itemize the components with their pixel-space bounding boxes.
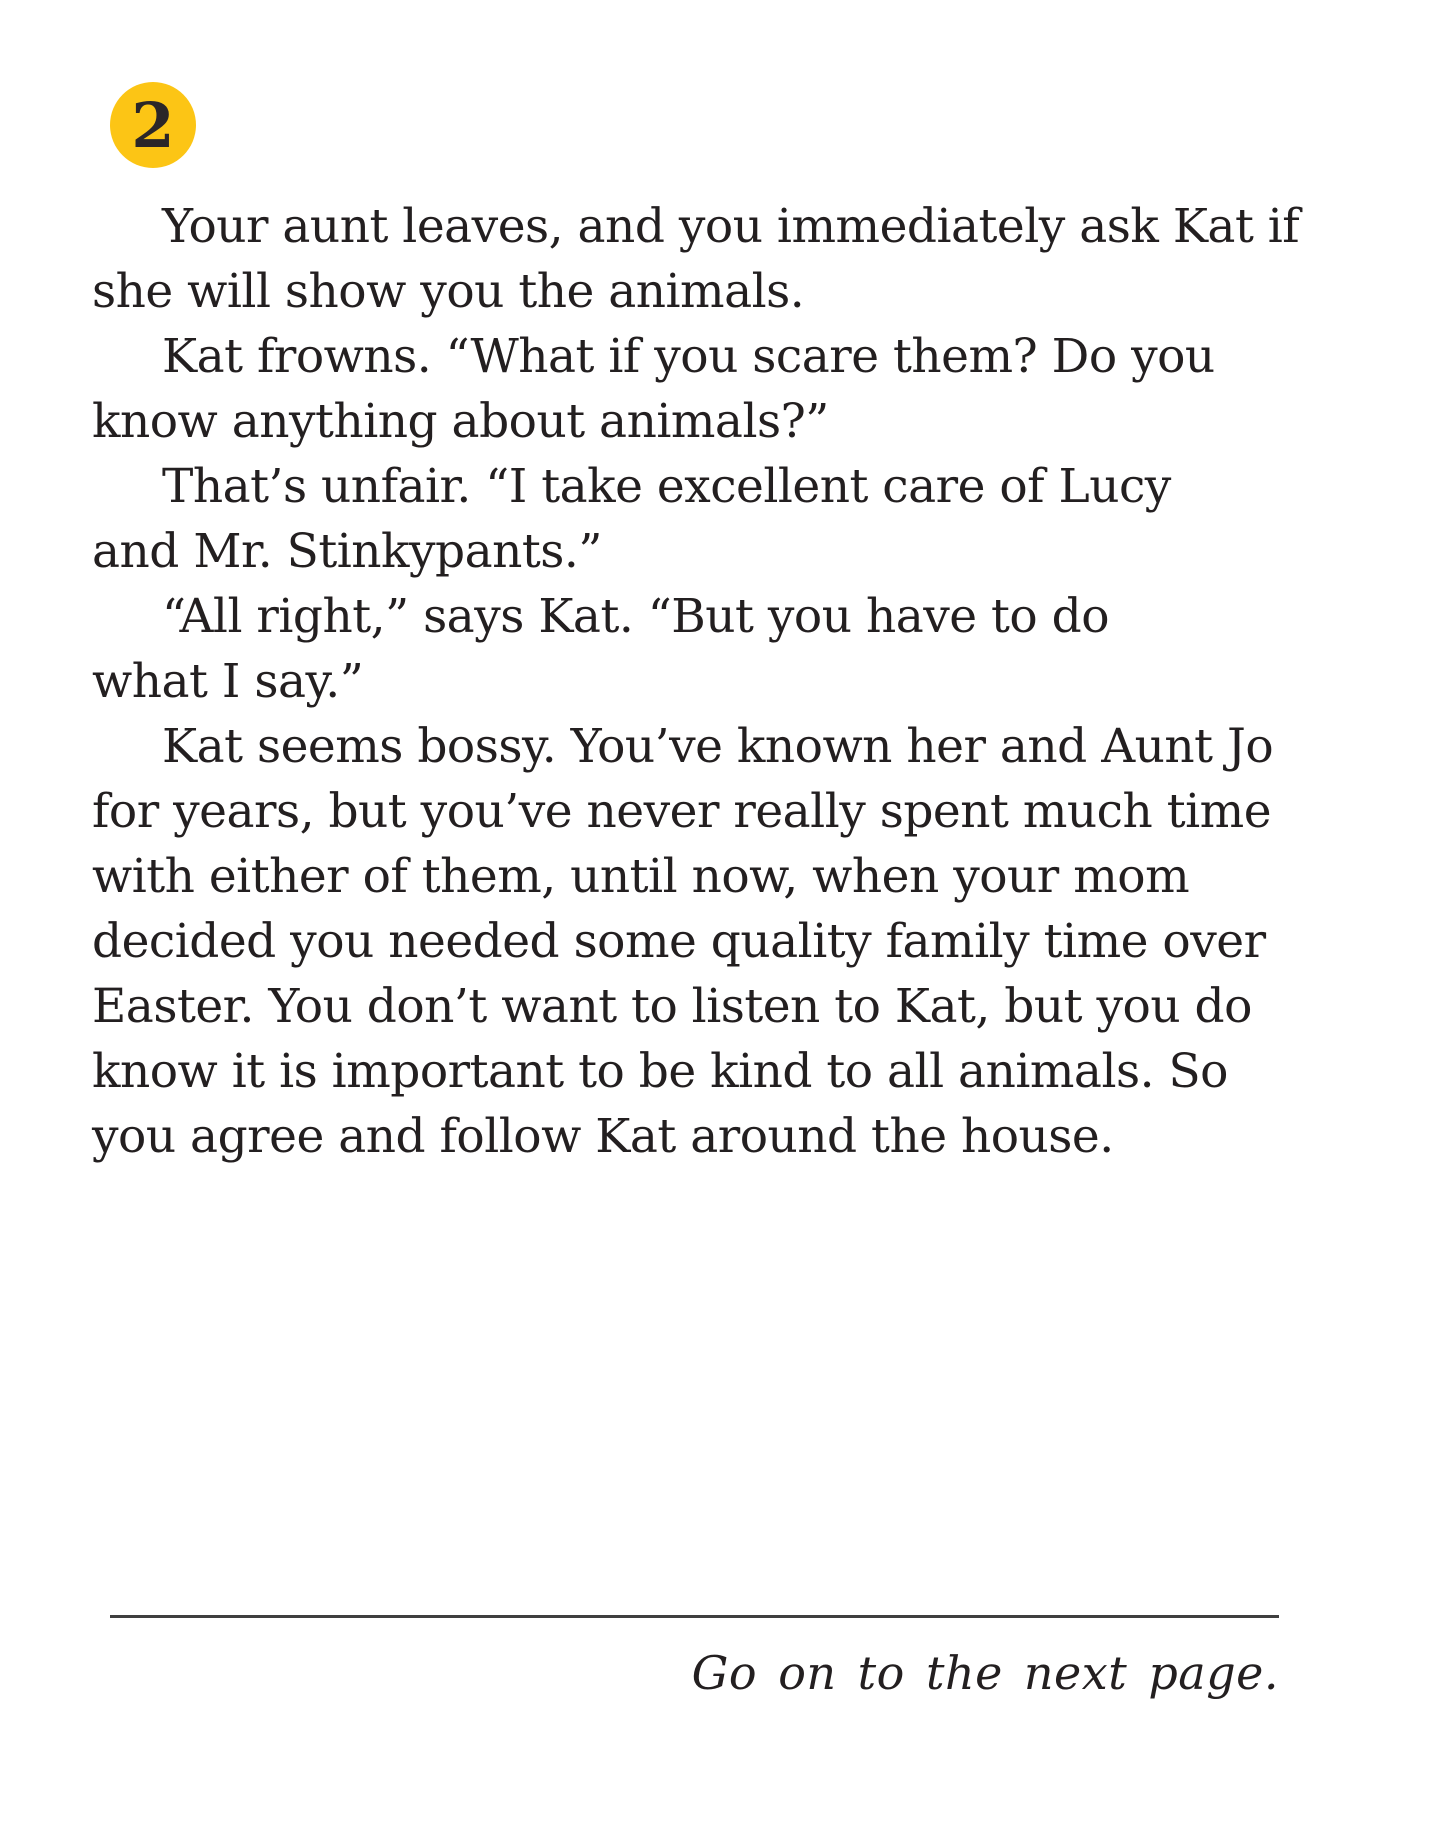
story-paragraph: [92, 714, 1272, 1169]
story-line: know it is important to be kind to all animals. So: [92, 1044, 1228, 1099]
page-turn-instruction: Go on to the next page.: [691, 1646, 1279, 1700]
story-line: That’s unfair. “I take excellent care of Lucy: [162, 459, 1171, 514]
footer-rule: [110, 1615, 1279, 1618]
story-paragraph: [92, 584, 1272, 714]
story-paragraph: [92, 454, 1272, 584]
story-line: Your aunt leaves, and you immediately ask Kat if: [162, 199, 1300, 254]
story-line: Easter. You don’t want to listen to Kat, but you do: [92, 979, 1252, 1034]
story-line: what I say.”: [92, 654, 364, 709]
story-line: Kat frowns. “What if you scare them? Do you: [162, 329, 1215, 384]
story-line: and Mr. Stinkypants.”: [92, 524, 602, 579]
page-number: 2: [131, 89, 175, 162]
page-number-badge: [110, 82, 196, 168]
story-line: she will show you the animals.: [92, 264, 805, 319]
story-paragraph: [92, 324, 1272, 454]
story-line: decided you needed some quality family time over: [92, 914, 1266, 969]
story-paragraph: [92, 194, 1300, 324]
story-line: you agree and follow Kat around the house.: [92, 1109, 1114, 1164]
story-line: Kat seems bossy. You’ve known her and Aunt Jo: [162, 719, 1274, 774]
story-line: with either of them, until now, when your mom: [92, 849, 1190, 904]
story-text: [92, 194, 1300, 1169]
story-line: “All right,” says Kat. “But you have to do: [162, 589, 1110, 644]
story-line: know anything about animals?”: [92, 394, 829, 449]
story-line: for years, but you’ve never really spent much time: [92, 784, 1272, 839]
